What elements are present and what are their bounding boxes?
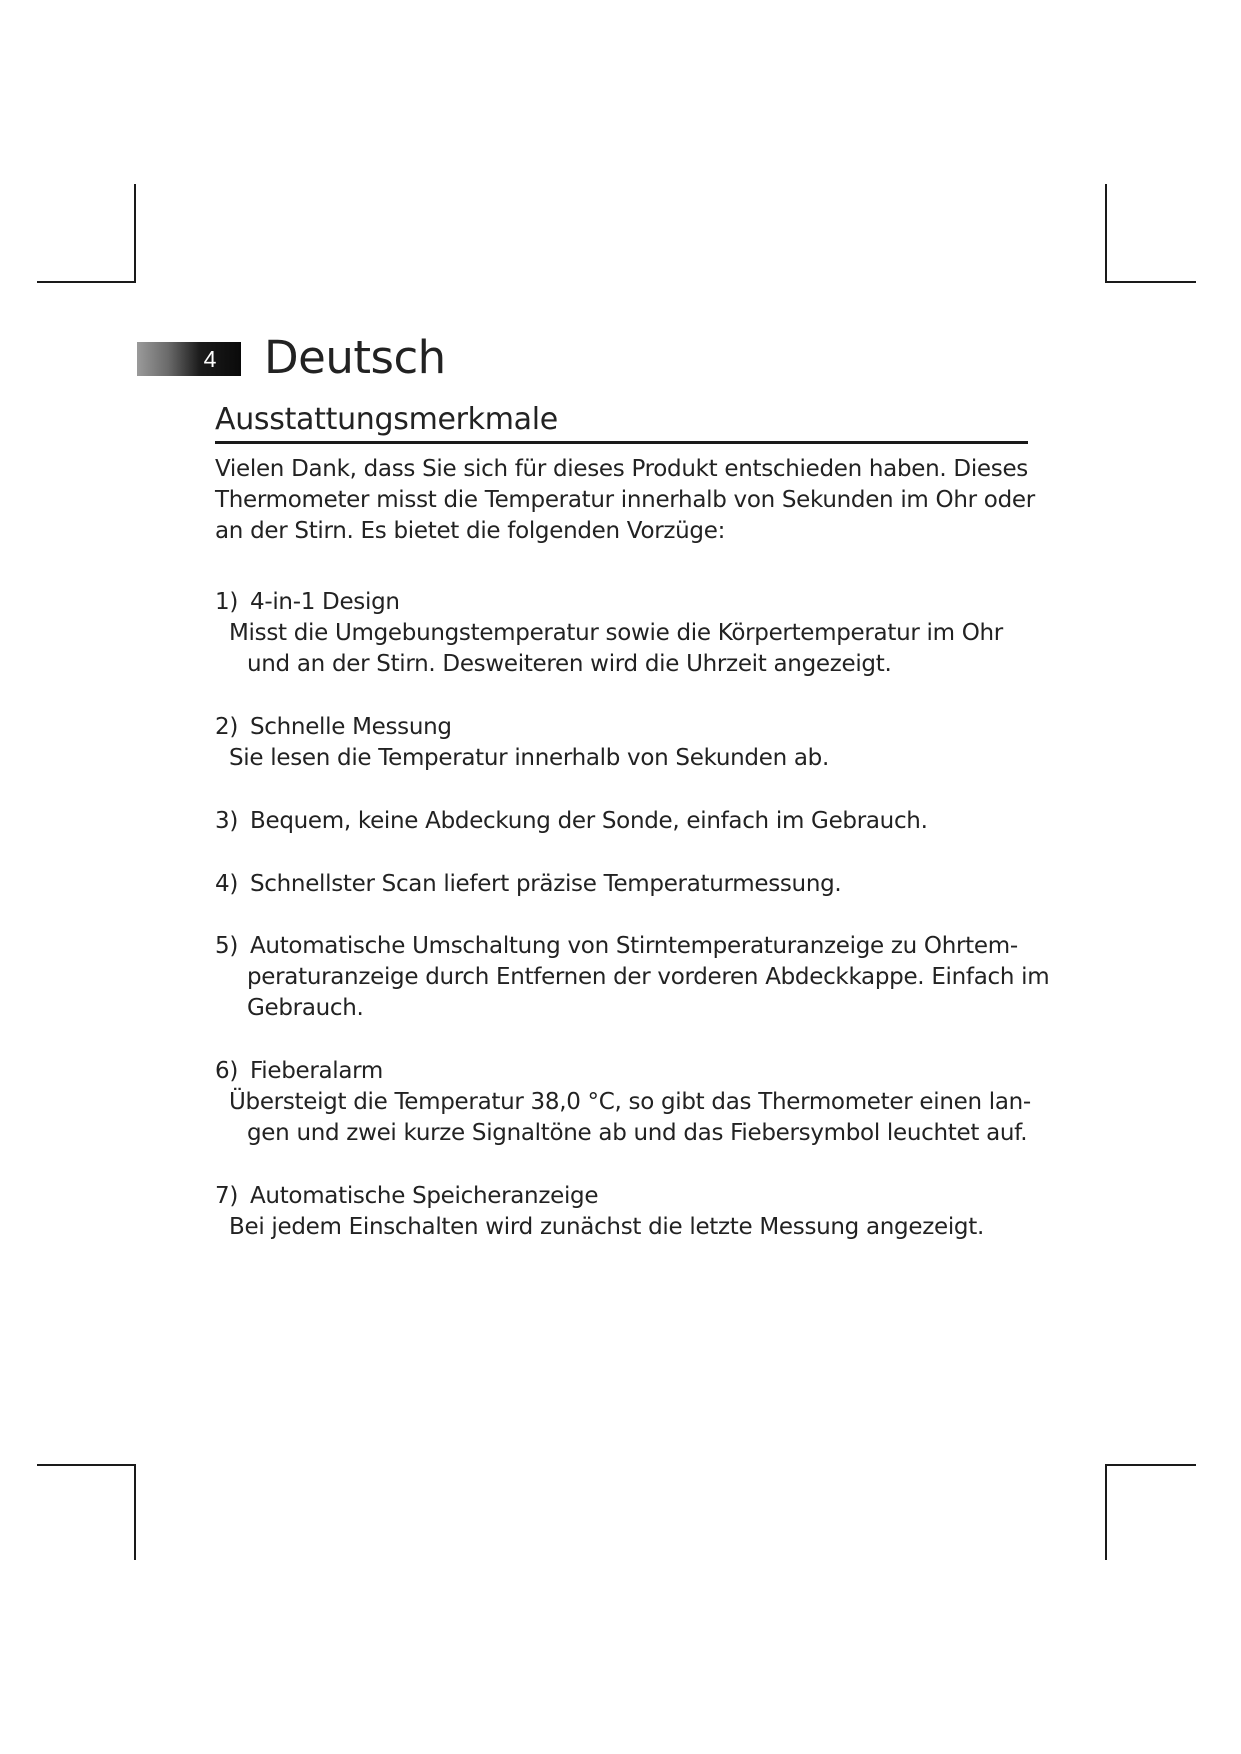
feature-item-7-title (215, 1181, 598, 1212)
intro-line: Thermometer misst die Temperatur innerhalb von Sekunden im Ohr oder (215, 487, 1035, 513)
feature-number: 4) (215, 871, 239, 897)
crop-mark-top-right-vertical (1105, 184, 1107, 283)
feature-title: Schnelle Messung (250, 714, 452, 740)
feature-item-4 (215, 869, 841, 900)
feature-number: 2) (215, 714, 239, 740)
feature-item-6-title (215, 1056, 383, 1087)
intro-line: Vielen Dank, dass Sie sich für dieses Produkt entschieden haben. Dieses (215, 456, 1028, 482)
feature-item-1-title (215, 587, 400, 618)
feature-description: Übersteigt die Temperatur 38,0 °C, so gibt das Thermometer einen lan- (229, 1089, 1031, 1115)
language-title: Deutsch (264, 331, 446, 384)
feature-number: 1) (215, 589, 239, 615)
feature-item-5 (215, 931, 1018, 962)
feature-title: 4-in-1 Design (250, 589, 400, 615)
feature-description: gen und zwei kurze Signaltöne ab und das Fiebersymbol leuchtet auf. (247, 1120, 1028, 1146)
heading-rule (215, 441, 1028, 444)
feature-number: 7) (215, 1183, 239, 1209)
feature-title: Automatische Speicheranzeige (250, 1183, 599, 1209)
feature-title: Bequem, keine Abdeckung der Sonde, einfach im Gebrauch. (250, 808, 928, 834)
section-title: Ausstattungsmerkmale (215, 402, 558, 437)
feature-item-3 (215, 806, 928, 837)
feature-description: Sie lesen die Temperatur innerhalb von Sekunden ab. (229, 745, 829, 771)
page-number-tab (137, 342, 241, 376)
feature-title: Schnellster Scan liefert präzise Temperaturmessung. (250, 871, 842, 897)
feature-description: Misst die Umgebungstemperatur sowie die Körpertemperatur im Ohr (229, 620, 1003, 646)
crop-mark-bottom-right-vertical (1105, 1464, 1107, 1560)
feature-description: peraturanzeige durch Entfernen der vorderen Abdeckkappe. Einfach im (247, 964, 1050, 990)
crop-mark-top-right-horizontal (1105, 281, 1196, 283)
intro-line: an der Stirn. Es bietet die folgenden Vorzüge: (215, 518, 726, 544)
feature-number: 3) (215, 808, 239, 834)
crop-mark-top-left-horizontal (37, 281, 136, 283)
feature-item-2-title (215, 712, 452, 743)
feature-number: 6) (215, 1058, 239, 1084)
feature-number: 5) (215, 933, 239, 959)
page-number: 4 (203, 346, 217, 372)
feature-description: Gebrauch. (247, 995, 364, 1021)
crop-mark-bottom-left-horizontal (37, 1464, 136, 1466)
feature-description: und an der Stirn. Desweiteren wird die Uhrzeit angezeigt. (247, 651, 892, 677)
feature-title: Automatische Umschaltung von Stirntemperaturanzeige zu Ohrtem- (250, 933, 1018, 959)
crop-mark-top-left-vertical (134, 184, 136, 283)
feature-description: Bei jedem Einschalten wird zunächst die letzte Messung angezeigt. (229, 1214, 984, 1240)
crop-mark-bottom-right-horizontal (1105, 1464, 1196, 1466)
crop-mark-bottom-left-vertical (134, 1464, 136, 1560)
feature-title: Fieberalarm (250, 1058, 384, 1084)
